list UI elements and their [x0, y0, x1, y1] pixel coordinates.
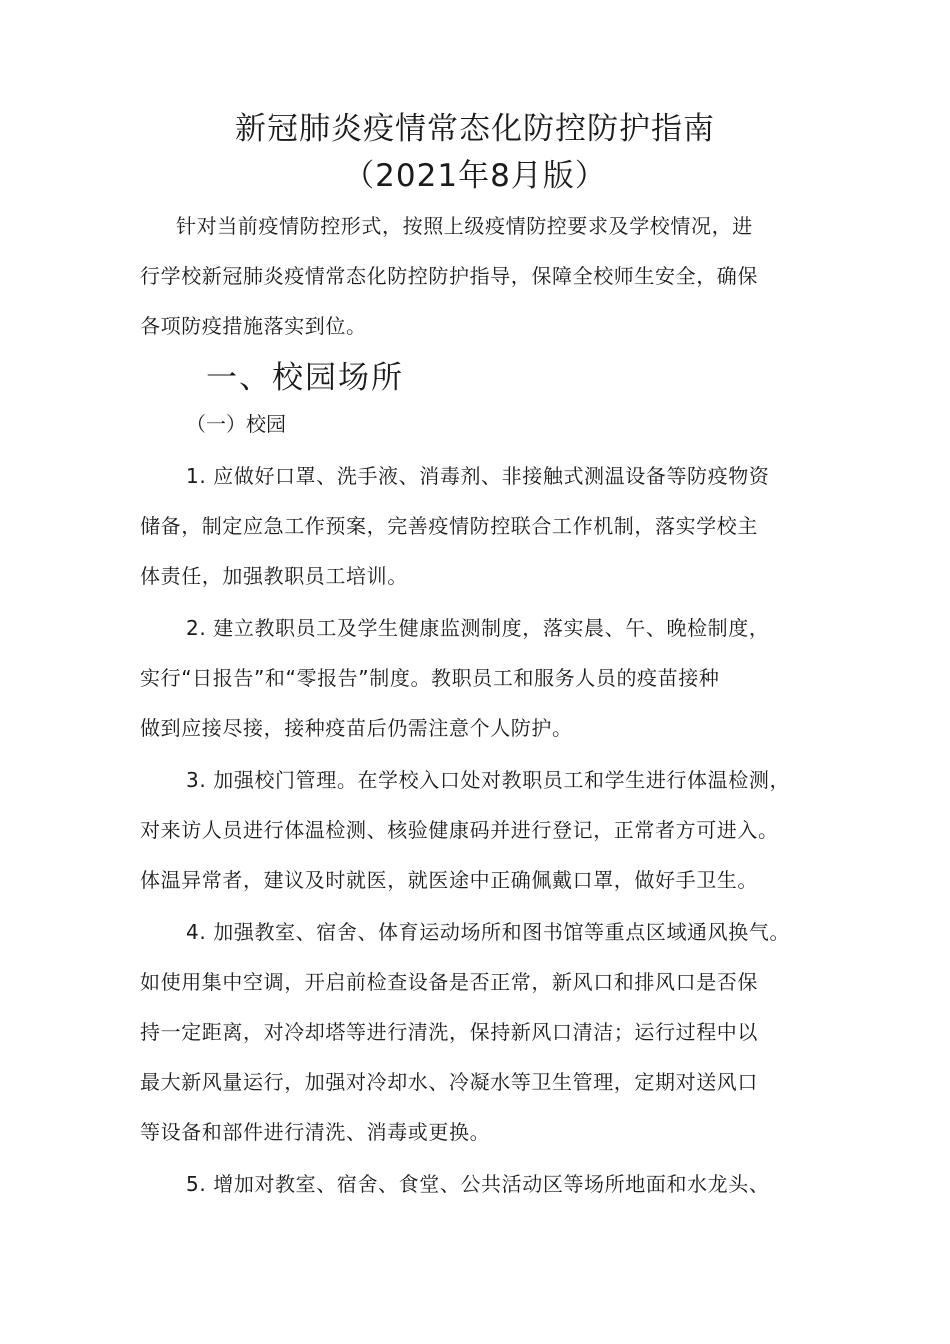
- item-2-line-1: 2. 建立教职员工及学生健康监测制度，落实晨、午、晚检制度，: [186, 616, 770, 640]
- item-4-line-1: 4. 加强教室、宿舍、体育运动场所和图书馆等重点区域通风换气。: [186, 920, 791, 944]
- item-4-line-5: 等设备和部件进行清洗、消毒或更换。: [140, 1120, 491, 1144]
- intro-line-2: 行学校新冠肺炎疫情常态化防控防护指导，保障全校师生安全，确保: [140, 264, 758, 288]
- item-4-line-3: 持一定距离，对冷却塔等进行清洗，保持新风口清洁；运行过程中以: [140, 1020, 758, 1044]
- item-4-line-2: 如使用集中空调，开启前检查设备是否正常，新风口和排风口是否保: [140, 970, 758, 994]
- item-2-line-3: 做到应接尽接，接种疫苗后仍需注意个人防护。: [140, 716, 573, 740]
- item-1-line-3: 体责任，加强教职员工培训。: [140, 564, 408, 588]
- item-3-line-1: 3. 加强校门管理。在学校入口处对教职员工和学生进行体温检测，: [186, 768, 791, 792]
- item-3-line-2: 对来访人员进行体温检测、核验健康码并进行登记，正常者方可进入。: [140, 818, 779, 842]
- document-subtitle: （2021年8月版）: [343, 158, 607, 194]
- document-title: 新冠肺炎疫情常态化防控防护指南: [235, 111, 715, 147]
- intro-line-3: 各项防疫措施落实到位。: [140, 314, 367, 338]
- subsection-heading: （一）校园: [186, 412, 286, 436]
- intro-line-1: 针对当前疫情防控形式，按照上级疫情防控要求及学校情况，进: [176, 214, 753, 238]
- item-3-line-3: 体温异常者，建议及时就医，就医途中正确佩戴口罩，做好手卫生。: [140, 868, 758, 892]
- item-1-line-2: 储备，制定应急工作预案，完善疫情防控联合工作机制，落实学校主: [140, 514, 758, 538]
- section-heading: 一、校园场所: [206, 360, 404, 396]
- item-5-line-1: 5. 增加对教室、宿舍、食堂、公共活动区等场所地面和水龙头、: [186, 1172, 770, 1196]
- item-4-line-4: 最大新风量运行，加强对冷却水、冷凝水等卫生管理，定期对送风口: [140, 1070, 758, 1094]
- item-2-line-2: 实行“日报告”和“零报告”制度。教职员工和服务人员的疫苗接种: [140, 666, 720, 690]
- item-1-line-1: 1. 应做好口罩、洗手液、消毒剂、非接触式测温设备等防疫物资: [186, 464, 770, 488]
